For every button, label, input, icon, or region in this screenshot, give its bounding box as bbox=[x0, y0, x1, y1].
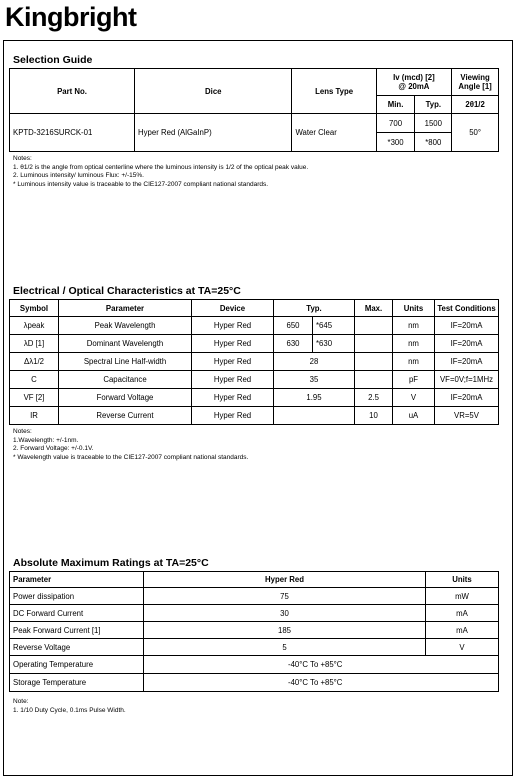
cell-param: Power dissipation bbox=[10, 588, 144, 605]
cell-value: -40°C To +85°C bbox=[144, 674, 499, 692]
th-hyper-red: Hyper Red bbox=[144, 572, 426, 588]
cell-device: Hyper Red bbox=[192, 317, 274, 335]
note-line: Notes: bbox=[13, 428, 32, 435]
th-typ: Typ. bbox=[274, 300, 355, 317]
th-part: Part No. bbox=[10, 69, 135, 114]
cell-typ: 28 bbox=[274, 353, 355, 371]
cell-max: 10 bbox=[355, 407, 393, 425]
cell-typ: 35 bbox=[274, 371, 355, 389]
cell-device: Hyper Red bbox=[192, 353, 274, 371]
selection-notes bbox=[13, 155, 308, 189]
cell-dice: Hyper Red (AlGaInP) bbox=[135, 114, 292, 152]
cell-value: 5 bbox=[144, 639, 426, 656]
cell-param: DC Forward Current bbox=[10, 605, 144, 622]
cell-unit: nm bbox=[393, 335, 435, 353]
th-typ: Typ. bbox=[415, 96, 452, 114]
cell-device: Hyper Red bbox=[192, 335, 274, 353]
cell-max: 2.5 bbox=[355, 389, 393, 407]
cell-unit: V bbox=[393, 389, 435, 407]
cell-angle: 50° bbox=[452, 114, 499, 152]
th-min: Min. bbox=[376, 96, 415, 114]
th-viewing bbox=[452, 69, 499, 96]
cell-max bbox=[355, 353, 393, 371]
th-iv-line2: @ 20mA bbox=[398, 82, 430, 91]
cell-param: Forward Voltage bbox=[59, 389, 192, 407]
cell-typ1: 650 bbox=[274, 317, 313, 335]
th-va-line1: Viewing bbox=[460, 73, 490, 82]
th-dice: Dice bbox=[135, 69, 292, 114]
selection-guide-table bbox=[9, 68, 499, 152]
cell-param: Peak Wavelength bbox=[59, 317, 192, 335]
cell-device: Hyper Red bbox=[192, 371, 274, 389]
th-units: Units bbox=[393, 300, 435, 317]
cell-device: Hyper Red bbox=[192, 407, 274, 425]
electrical-title: Electrical / Optical Characteristics at TA=25°C bbox=[13, 285, 241, 297]
cell-symbol: C bbox=[10, 371, 59, 389]
cell-param: Peak Forward Current [1] bbox=[10, 622, 144, 639]
cell-device: Hyper Red bbox=[192, 389, 274, 407]
cell-typ2: *645 bbox=[313, 317, 355, 335]
cell-lens: Water Clear bbox=[292, 114, 376, 152]
th-iv-line1: Iv (mcd) [2] bbox=[393, 73, 435, 82]
cell-symbol: IR bbox=[10, 407, 59, 425]
th-test: Test Conditions bbox=[435, 300, 499, 317]
cell-max bbox=[355, 335, 393, 353]
cell-value: 30 bbox=[144, 605, 426, 622]
note-line: Note: bbox=[13, 698, 29, 705]
electrical-notes bbox=[13, 428, 248, 462]
cell-unit: mW bbox=[426, 588, 499, 605]
cell-part: KPTD-3216SURCK-01 bbox=[10, 114, 135, 152]
th-va-line2: Angle [1] bbox=[458, 82, 492, 91]
th-symbol: Symbol bbox=[10, 300, 59, 317]
cell-max bbox=[355, 317, 393, 335]
cell-symbol: Δλ1/2 bbox=[10, 353, 59, 371]
th-units: Units bbox=[426, 572, 499, 588]
cell-symbol: λpeak bbox=[10, 317, 59, 335]
cell-value: 75 bbox=[144, 588, 426, 605]
cell-param: Operating Temperature bbox=[10, 656, 144, 674]
cell-unit: mA bbox=[426, 605, 499, 622]
selection-guide-title: Selection Guide bbox=[13, 54, 93, 66]
cell-typ1: 630 bbox=[274, 335, 313, 353]
cell-typ: 1.95 bbox=[274, 389, 355, 407]
th-max: Max. bbox=[355, 300, 393, 317]
th-device: Device bbox=[192, 300, 274, 317]
absolute-max-table bbox=[9, 571, 499, 692]
cell-param: Spectral Line Half-width bbox=[59, 353, 192, 371]
note-line: Notes: bbox=[13, 155, 32, 162]
cell-param: Dominant Wavelength bbox=[59, 335, 192, 353]
cell-cond: VR=5V bbox=[435, 407, 499, 425]
cell-unit: V bbox=[426, 639, 499, 656]
th-iv bbox=[376, 69, 451, 96]
cell-cond: IF=20mA bbox=[435, 317, 499, 335]
th-theta: 2θ1/2 bbox=[452, 96, 499, 114]
cell-unit: uA bbox=[393, 407, 435, 425]
cell-cond: IF=20mA bbox=[435, 389, 499, 407]
cell-typ2: *800 bbox=[415, 133, 452, 152]
cell-typ bbox=[274, 407, 355, 425]
brand-logo: Kingbright bbox=[5, 2, 137, 32]
cell-min1: 700 bbox=[376, 114, 415, 133]
absolute-notes bbox=[13, 698, 126, 715]
cell-value: 185 bbox=[144, 622, 426, 639]
cell-param: Reverse Current bbox=[59, 407, 192, 425]
note-line: 1. 1/10 Duty Cycle, 0.1ms Pulse Width. bbox=[13, 706, 126, 714]
note-line: 1.Wavelength: +/-1nm. bbox=[13, 436, 79, 444]
note-line: 1. θ1/2 is the angle from optical centerline where the luminous intensity is 1/2 of the optical peak value. bbox=[13, 163, 309, 171]
cell-cond: VF=0V;f=1MHz bbox=[435, 371, 499, 389]
cell-unit: nm bbox=[393, 353, 435, 371]
cell-value: -40°C To +85°C bbox=[144, 656, 499, 674]
cell-cond: IF=20mA bbox=[435, 335, 499, 353]
cell-unit: pF bbox=[393, 371, 435, 389]
cell-symbol: λD [1] bbox=[10, 335, 59, 353]
cell-param: Storage Temperature bbox=[10, 674, 144, 692]
cell-cond: IF=20mA bbox=[435, 353, 499, 371]
cell-unit: nm bbox=[393, 317, 435, 335]
note-line: * Luminous intensity value is traceable to the CIE127-2007 compliant national standards. bbox=[13, 180, 269, 188]
th-lens: Lens Type bbox=[292, 69, 376, 114]
cell-param: Capacitance bbox=[59, 371, 192, 389]
cell-unit: mA bbox=[426, 622, 499, 639]
note-line: 2. Luminous intensity/ luminous Flux: +/-15%. bbox=[13, 172, 144, 179]
note-line: * Wavelength value is traceable to the CIE127-2007 compliant national standards. bbox=[13, 453, 249, 461]
cell-typ2: *630 bbox=[313, 335, 355, 353]
cell-symbol: VF [2] bbox=[10, 389, 59, 407]
electrical-table bbox=[9, 299, 499, 425]
cell-max bbox=[355, 371, 393, 389]
th-parameter: Parameter bbox=[10, 572, 144, 588]
absolute-max-title: Absolute Maximum Ratings at TA=25°C bbox=[13, 557, 209, 569]
cell-param: Reverse Voltage bbox=[10, 639, 144, 656]
cell-min2: *300 bbox=[376, 133, 415, 152]
note-line: 2. Forward Voltage: +/-0.1V. bbox=[13, 445, 94, 452]
th-parameter: Parameter bbox=[59, 300, 192, 317]
cell-typ1: 1500 bbox=[415, 114, 452, 133]
